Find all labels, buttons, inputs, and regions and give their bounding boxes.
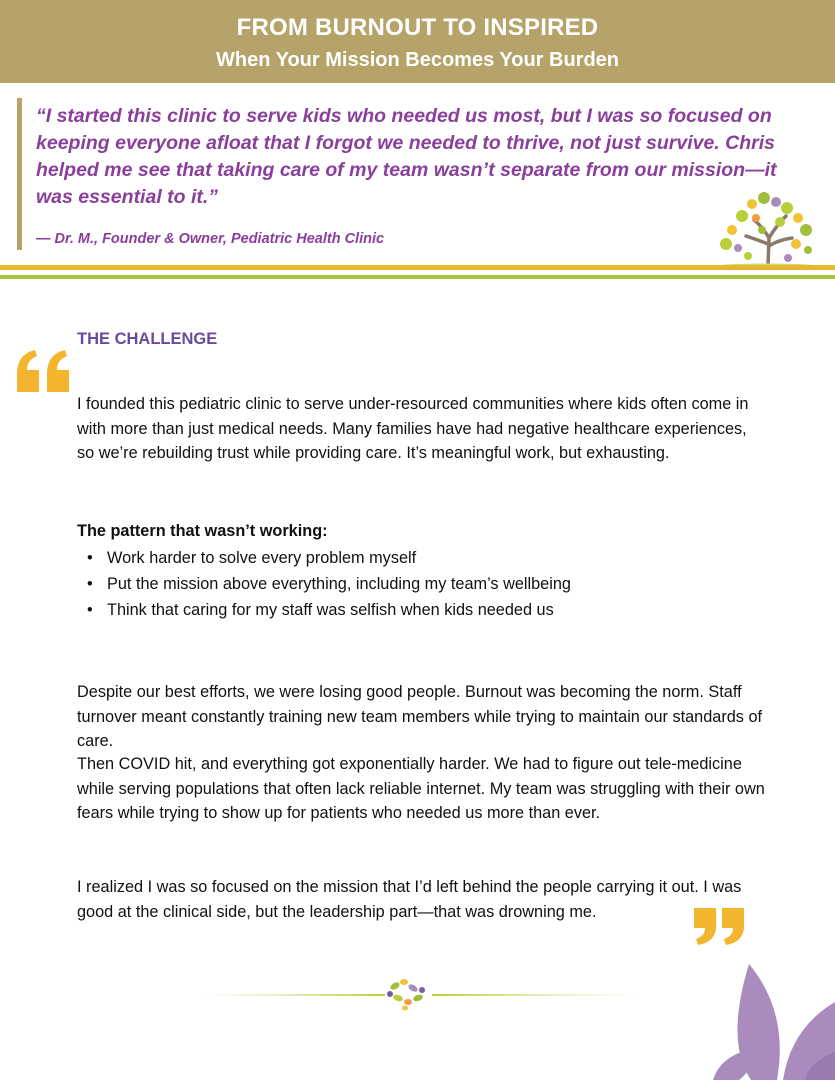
list-item: • Think that caring for my staff was selfish when kids needed us [77,597,571,623]
quote-accent-bar [17,98,22,250]
list-item: • Put the mission above everything, including my team’s wellbeing [77,571,571,597]
list-item: • Work harder to solve every problem myself [77,545,571,571]
pattern-list [77,545,571,623]
challenge-paragraph-1: I founded this pediatric clinic to serve under-resourced communities where kids often come in with more than just medical needs. Many families have had negative healthcare experiences, so we’re rebuilding trust while providing care. It’s meaningful work, but exhausting. [77,395,749,462]
page-header [0,0,835,83]
pattern-title: The pattern that wasn’t working: [77,522,328,540]
challenge-paragraph-4: I realized I was so focused on the mission that I’d left behind the people carrying it out. I was good at the clinical side, but the leadership part—that was drowning me. [77,878,742,921]
testimonial-attribution: — Dr. M., Founder & Owner, Pediatric Health Clinic [36,231,385,247]
tree-icon [712,186,822,268]
open-quote-icon [15,348,71,394]
green-divider-line [0,275,835,279]
challenge-paragraph-2: Despite our best efforts, we were losing good people. Burnout was becoming the norm. Staff turnover meant constantly training new team members while trying to maintain our standards of care. [77,683,763,750]
challenge-paragraph-3: Then COVID hit, and everything got exponentially harder. We had to figure out tele-medicine while serving populations that often lack reliable internet. My team was struggling with their own fears while trying to show up for patients who needed us more than ever. [77,755,765,822]
section-heading: THE CHALLENGE [77,330,218,348]
page-title: FROM BURNOUT TO INSPIRED [236,14,599,41]
sprig-divider-icon [200,976,640,1016]
page-subtitle: When Your Mission Becomes Your Burden [215,49,620,71]
leaf-corner-icon [705,950,835,1080]
close-quote-icon [690,906,748,946]
gold-divider-line [0,265,835,270]
testimonial-quote: “I started this clinic to serve kids who needed us most, but I was so focused on keeping everyone afloat that I forgot we needed to thrive, not just survive. Chris helped me see that taking care of my team wasn’t separate from our mission—it was essential to it.” [36,105,777,208]
